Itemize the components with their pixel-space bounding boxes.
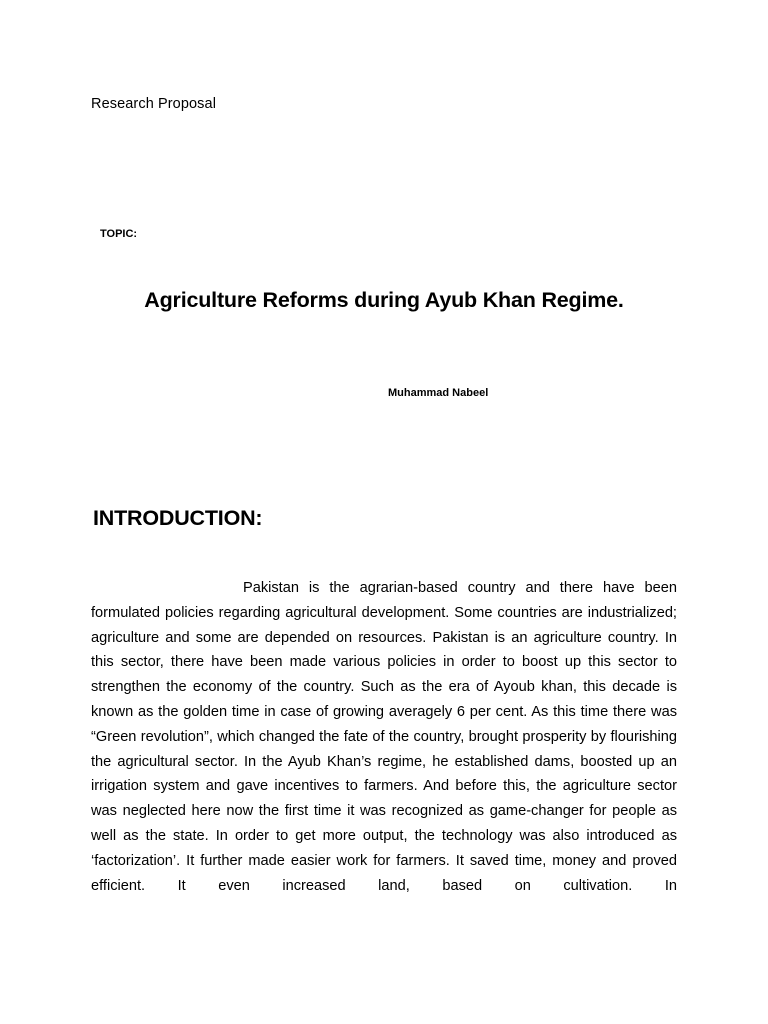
document-label: Research Proposal — [91, 96, 217, 112]
document-title: Agriculture Reforms during Ayub Khan Regime. — [144, 288, 624, 312]
author-name: Muhammad Nabeel — [388, 387, 489, 399]
section-heading-introduction: INTRODUCTION: — [93, 506, 263, 530]
topic-label: TOPIC: — [100, 228, 138, 240]
introduction-paragraph: Pakistan is the agrarian-based country and there have been formulated policies regarding agricultural development. Some countries are industrialized; agriculture and some are depended on resources. Pakistan is an agriculture country. In this sector, there have been made various policies in order to boost up this sector to strengthen the economy of the country. Such as the era of Ayoub khan, this decade is known as the golden time in case of growing averagely 6 per cent. As this time there was “Green revolution”, which changed the fate of the country, brought prosperity by flourishing the agricultural sector. In the Ayub Khan’s regime, he established dams, boosted up an irrigation system and gave incentives to farmers. And before this, the agriculture sector was neglected here now the first time it was recognized as game-changer for people as well as the state. In order to get more output, the technology was also introduced as ‘factorization’. It further made easier work for farmers. It saved time, money and proved efficient. It even increased land, based on cultivation. In — [91, 580, 677, 894]
